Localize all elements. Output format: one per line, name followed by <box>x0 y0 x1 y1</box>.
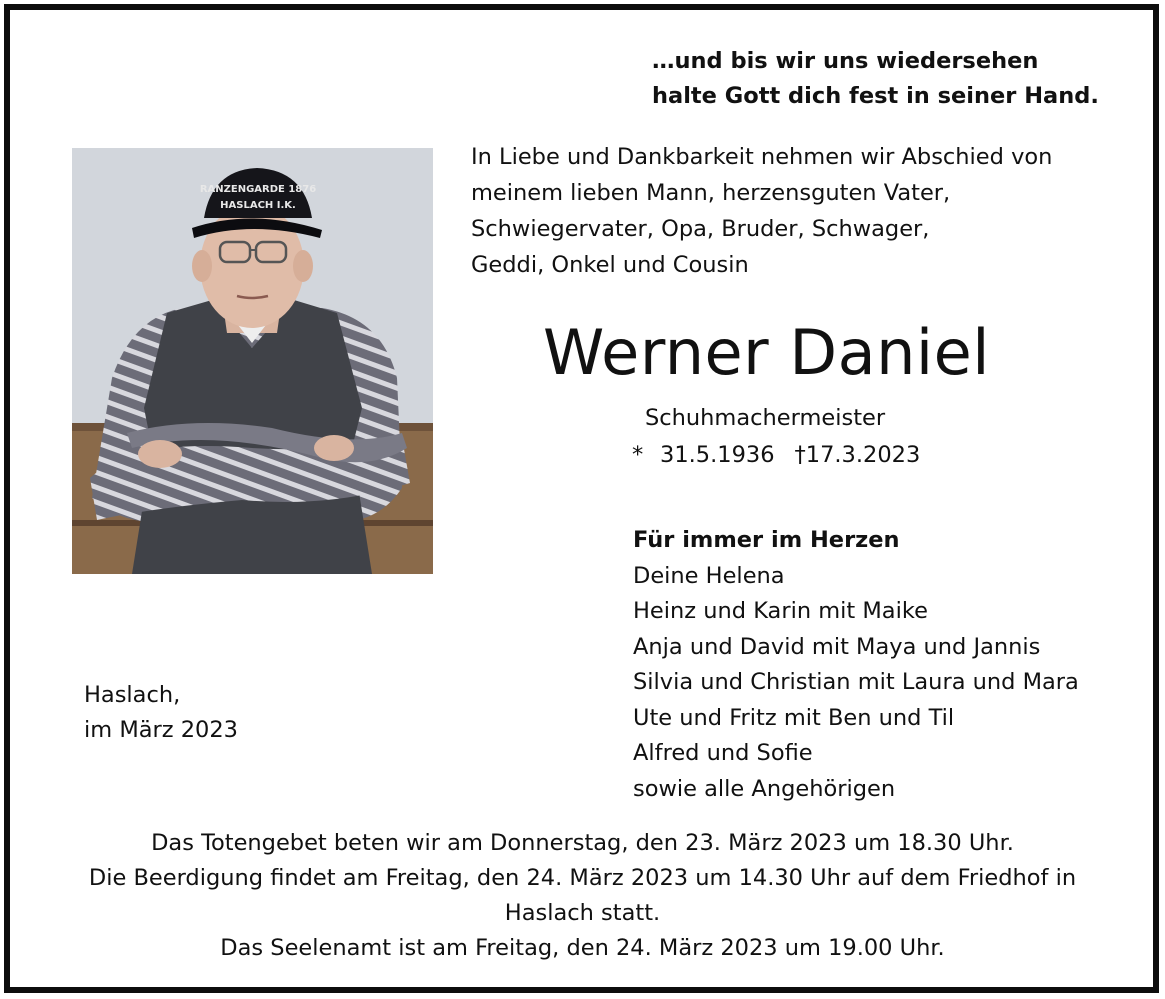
place-and-date <box>84 678 238 748</box>
deceased-profession: Schuhmachermeister <box>645 405 886 431</box>
mourner-line: Deine Helena <box>633 562 785 589</box>
service-details <box>20 826 1145 966</box>
cap-text-line-1: RANZENGARDE 1876 <box>199 184 317 195</box>
birth-date: 31.5.1936 <box>660 442 775 468</box>
birth-symbol: * <box>632 442 644 468</box>
intro-line-4: Geddi, Onkel und Cousin <box>471 252 749 278</box>
intro-text <box>471 139 1052 283</box>
mourner-line: Alfred und Sofie <box>633 740 813 766</box>
intro-line-1: In Liebe und Dankbarkeit nehmen wir Abschied von <box>471 144 1053 170</box>
place-line-1: Haslach, <box>84 682 181 708</box>
death-date: 17.3.2023 <box>805 442 921 468</box>
mourner-line: Ute und Fritz mit Ben und Til <box>633 704 955 731</box>
quote-line-1: …und bis wir uns wiedersehen <box>652 48 1039 74</box>
death-symbol: † <box>794 442 806 468</box>
cap-text-line-2: HASLACH I.K. <box>220 200 296 211</box>
quote-line-2: halte Gott dich fest in seiner Hand. <box>652 83 1099 109</box>
service-line-1: Das Totengebet beten wir am Donnerstag, den 23. März 2023 um 18.30 Uhr. <box>151 830 1014 856</box>
mourner-line: Anja und David mit Maya und Jannis <box>633 633 1041 660</box>
service-line-3: Haslach statt. <box>504 900 661 926</box>
life-dates <box>632 438 920 472</box>
portrait-illustration <box>72 148 433 574</box>
mourner-line: Heinz und Karin mit Maike <box>633 598 928 624</box>
portrait-photo <box>72 148 433 574</box>
mourner-line: Silvia und Christian mit Laura und Mara <box>633 669 1079 695</box>
place-line-2: im März 2023 <box>84 717 238 743</box>
intro-line-3: Schwiegervater, Opa, Bruder, Schwager, <box>471 216 930 242</box>
deceased-name: Werner Daniel <box>543 316 990 389</box>
memorial-quote <box>652 44 1099 114</box>
service-line-2: Die Beerdigung findet am Freitag, den 24. März 2023 um 14.30 Uhr auf dem Friedhof in <box>88 865 1077 891</box>
mourners-heading: Für immer im Herzen <box>633 527 900 553</box>
mourner-line: sowie alle Angehörigen <box>633 775 896 802</box>
intro-line-2: meinem lieben Mann, herzensguten Vater, <box>471 180 951 206</box>
service-line-4: Das Seelenamt ist am Freitag, den 24. März 2023 um 19.00 Uhr. <box>220 935 945 961</box>
mourners-list <box>633 523 1079 807</box>
